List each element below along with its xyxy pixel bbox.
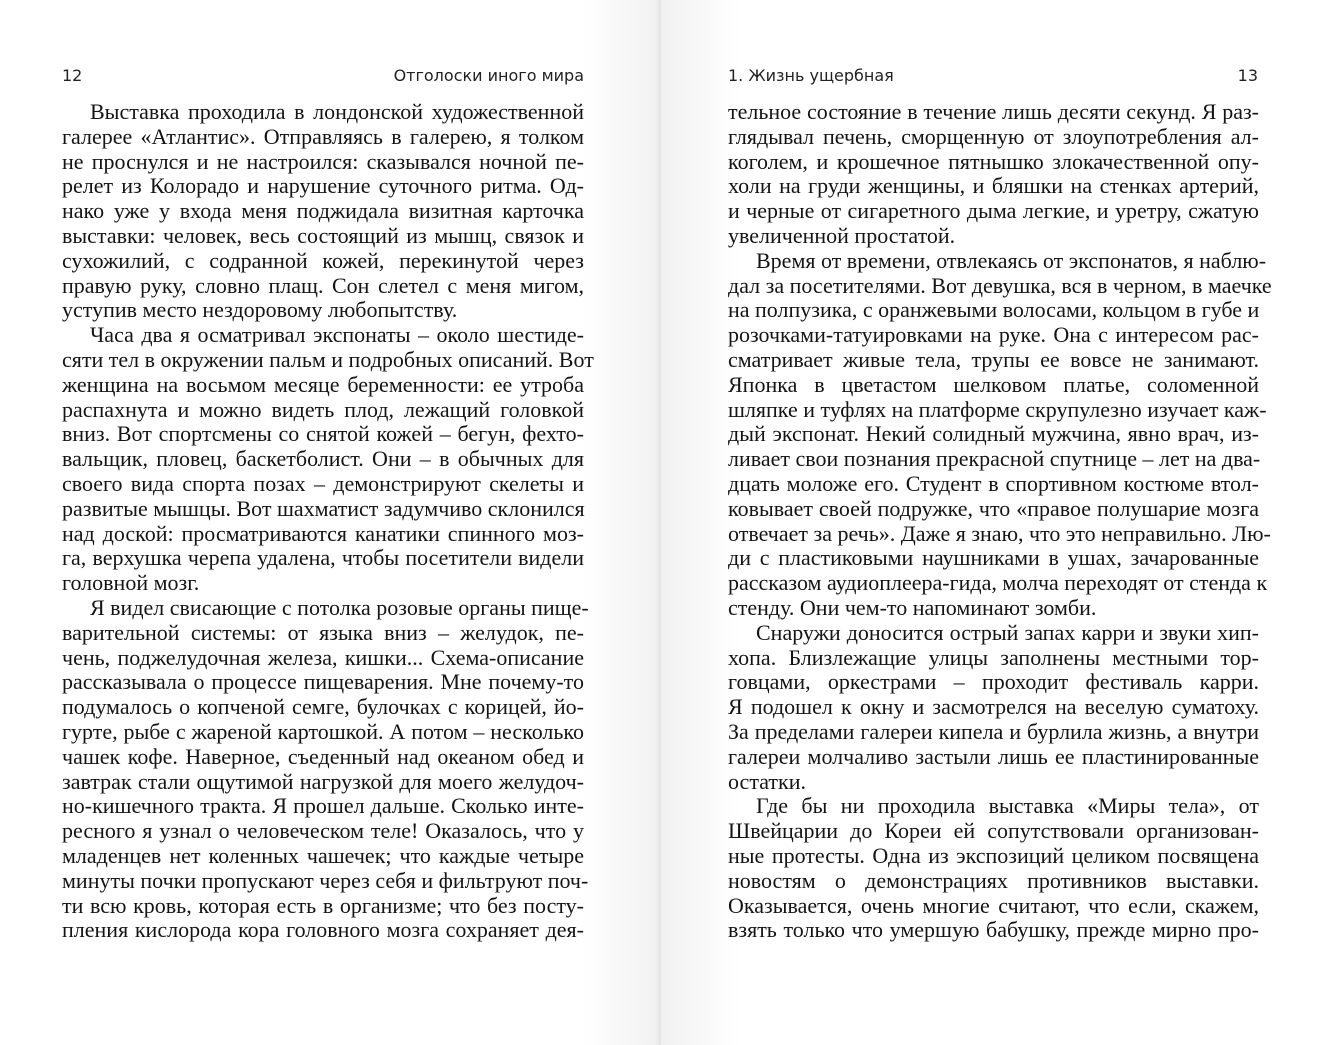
text-line: хопа. Близлежащие улицы заполнены местными тор- bbox=[728, 644, 1259, 670]
text-line: дал за посетителями. Вот девушка, вся в черном, в маечке bbox=[728, 272, 1272, 298]
text-line: коголем, и крошечное пятнышко злокачественной опу- bbox=[728, 148, 1259, 174]
text-line: галереи молчаливо застыли лишь ее пластинированные bbox=[728, 743, 1259, 769]
text-line: дый экспонат. Некий солидный мужчина, явно врач, из- bbox=[728, 421, 1259, 447]
text-line: Где бы ни проходила выставка «Миры тела», от bbox=[756, 793, 1259, 819]
text-line: новостям о демонстрациях противников выставки. bbox=[728, 867, 1259, 893]
text-line: не проснулся и не настроился: сказывался ночной пе- bbox=[62, 148, 584, 174]
text-line: говцами, оркестрами – проходит фестиваль карри. bbox=[728, 669, 1259, 695]
running-title: Отголоски иного мира bbox=[393, 66, 584, 85]
text-line: подумалось о копченой семге, булочках с корицей, йо- bbox=[62, 694, 584, 720]
text-line: Часа два я осматривал экспонаты – около шестиде- bbox=[90, 322, 584, 348]
right-page bbox=[661, 0, 1322, 1045]
text-line: своего вида спорта позах – демонстрируют скелеты и bbox=[62, 470, 584, 496]
text-line: За пределами галереи кипела и бурлила жизнь, а внутри bbox=[728, 718, 1259, 744]
text-line: рассказывала о процессе пищеварения. Мне почему-то bbox=[62, 669, 584, 695]
text-line: вниз. Вот спортсмены со снятой кожей – бегун, фехто- bbox=[62, 421, 584, 447]
text-line: Время от времени, отвлекаясь от экспонатов, я наблю- bbox=[756, 247, 1267, 273]
text-line: минуты почки пропускают через себя и фильтруют поч- bbox=[62, 867, 589, 893]
text-line: пления кислорода кора головного мозга сохраняет дея- bbox=[62, 917, 584, 943]
text-line: ковывает своей подружке, что «правое полушарие мозга bbox=[728, 495, 1259, 521]
text-line: Японка в цветастом шелковом платье, соломенной bbox=[728, 371, 1259, 397]
text-line: сяти тел в окружении пальм и подробных описаний. Вот bbox=[62, 346, 594, 372]
text-line: холи на груди женщины, и бляшки на стенках артерий, bbox=[728, 173, 1259, 199]
text-line: Выставка проходила в лондонской художественной bbox=[90, 99, 584, 124]
text-line: розочками-татуировками на руке. Она с интересом рас- bbox=[728, 322, 1259, 348]
text-line: младенцев нет коленных чашечек; что каждые четыре bbox=[62, 842, 584, 868]
text-line: головной мозг. bbox=[62, 570, 200, 596]
text-line: стенду. Они чем-то напоминают зомби. bbox=[728, 594, 1097, 620]
text-line: увеличенной простатой. bbox=[728, 222, 956, 248]
text-line: отвечает за речь». Даже я знаю, что это неправильно. Лю- bbox=[728, 520, 1271, 546]
text-line: выставки: человек, весь состоящий из мышц, связок и bbox=[62, 222, 584, 248]
text-line: чашек кофе. Наверное, съеденный над океаном обед и bbox=[62, 743, 584, 769]
text-line: над доской: просматриваются канатики спинного моз- bbox=[62, 520, 584, 546]
text-line: чень, поджелудочная железа, кишки... Схема-описание bbox=[62, 644, 584, 670]
text-line: завтрак стали ощутимой нагрузкой для моего желудоч- bbox=[62, 768, 584, 794]
text-line: варительной системы: от языка вниз – желудок, пе- bbox=[62, 619, 584, 645]
text-line: уступив место нездоровому любопытству. bbox=[62, 297, 458, 323]
text-line: ди с пластиковыми наушниками в ушах, зачарованные bbox=[728, 545, 1259, 571]
text-line: сматривает живые тела, трупы ее вовсе не занимают. bbox=[728, 346, 1259, 372]
text-line: нако уже у входа меня поджидала визитная карточка bbox=[62, 198, 584, 224]
text-line: ливает свои познания прекрасной спутнице – лет на два- bbox=[728, 446, 1261, 472]
body-text bbox=[62, 99, 594, 943]
text-line: развитые мышцы. Вот шахматист задумчиво склонился bbox=[62, 495, 585, 521]
text-line: Я видел свисающие с потолка розовые органы пище- bbox=[90, 594, 589, 620]
body-text bbox=[728, 99, 1272, 943]
text-line: гурте, рыбе с жареной картошкой. А потом – несколько bbox=[62, 718, 584, 744]
text-line: релет из Колорадо и нарушение суточного ритма. Од- bbox=[62, 173, 584, 199]
text-line: рассказом аудиоплеера-гида, молча переходят от стенда к bbox=[728, 570, 1268, 596]
text-line: тельное состояние в течение лишь десяти секунд. Я раз- bbox=[728, 99, 1259, 124]
text-line: Снаружи доносится острый запах карри и звуки хип- bbox=[756, 619, 1259, 645]
text-line: распахнута и можно видеть плод, лежащий головкой bbox=[62, 396, 584, 422]
text-line: Я подошел к окну и засмотрелся на веселую суматоху. bbox=[728, 694, 1259, 720]
text-line: на полпузика, с оранжевыми волосами, кольцом в губе и bbox=[728, 297, 1260, 323]
text-line: га, верхушка черепа удалена, чтобы посетители видели bbox=[62, 545, 584, 571]
running-title: 1. Жизнь ущербная bbox=[728, 66, 894, 85]
text-line: галерее «Атлантис». Отправляясь в галерею, я толком bbox=[62, 123, 584, 149]
page-number: 13 bbox=[1237, 66, 1258, 85]
text-line: ти всю кровь, которая есть в организме; что без посту- bbox=[62, 892, 584, 918]
text-line: правую руку, словно плащ. Сон слетел с меня мигом, bbox=[62, 272, 584, 298]
text-line: вальщик, пловец, баскетболист. Они – в обычных для bbox=[62, 446, 584, 472]
text-line: остатки. bbox=[728, 768, 806, 794]
text-line: Оказывается, очень многие считают, что если, скажем, bbox=[728, 892, 1259, 918]
page-number: 12 bbox=[62, 66, 83, 85]
text-line: шляпке и туфлях на платформе скрупулезно изучает каж- bbox=[728, 396, 1267, 422]
text-line: но-кишечного тракта. Я прошел дальше. Сколько инте- bbox=[62, 793, 584, 819]
text-line: сухожилий, с содранной кожей, перекинутой через bbox=[62, 247, 584, 273]
text-line: ресного я узнал о человеческом теле! Оказалось, что у bbox=[62, 818, 584, 844]
text-line: и черные от сигаретного дыма легкие, и уретру, сжатую bbox=[728, 198, 1259, 224]
text-line: дцать моложе его. Студент в спортивном костюме втол- bbox=[728, 470, 1259, 496]
text-line: ные протесты. Одна из экспозиций целиком посвящена bbox=[728, 842, 1259, 868]
text-line: женщина на восьмом месяце беременности: ее утроба bbox=[62, 371, 584, 397]
text-line: Швейцарии до Кореи ей сопутствовали организован- bbox=[728, 818, 1259, 844]
text-line: глядывал печень, сморщенную от злоупотребления ал- bbox=[728, 123, 1259, 149]
text-line: взять только что умершую бабушку, прежде мирно про- bbox=[728, 917, 1259, 943]
